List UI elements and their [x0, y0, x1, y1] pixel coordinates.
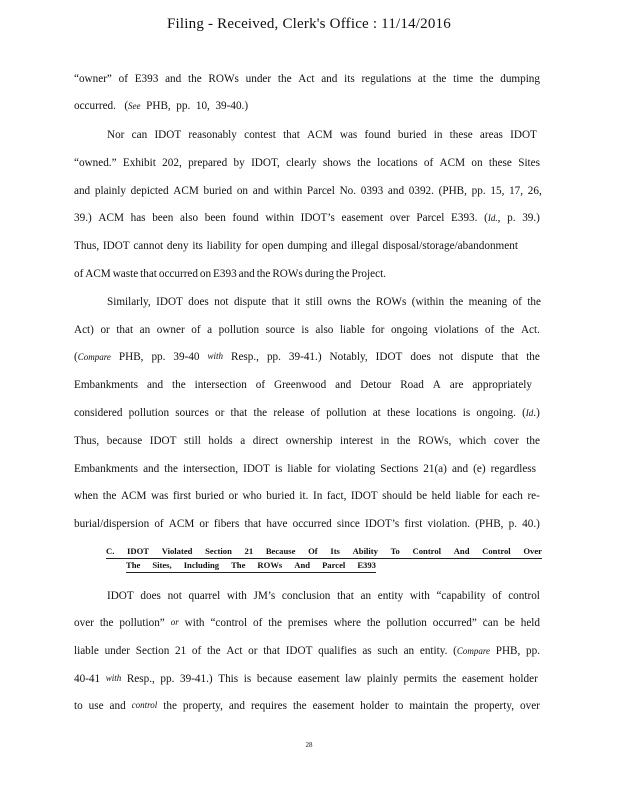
text-line: when the ACM was first buried or who buried it. In fact, IDOT should be held liable for each re- [74, 490, 540, 502]
text-line: liable under Section 21 of the Act or that IDOT qualifies as such an entity. (Compare PHB, pp. [74, 645, 540, 657]
text-line: over the pollution” or with “control of the premises where the pollution occurred” can be held [74, 617, 540, 629]
page-number: 28 [305, 741, 313, 749]
heading-underline [106, 558, 542, 559]
section-heading: C. IDOT Violated Section 21 Because Of Its Ability To Control And Control Over The Sites, Including The ROWs And Parcel E393 [106, 546, 542, 570]
text-line: and plainly depicted ACM buried on and within Parcel No. 0393 and 0392. (PHB, pp. 15, 17, 26, [74, 185, 542, 197]
filing-header: Filing - Received, Clerk's Office : 11/14/2016 [167, 16, 451, 32]
text-line: burial/dispersion of ACM or fibers that have occurred since IDOT’s first violation. (PHB, p. 40.) [74, 518, 540, 530]
section-label: C. [106, 546, 115, 556]
text-line: considered pollution sources or that the release of pollution at these locations is ongoing. (Id.) [74, 407, 540, 419]
text-line: to use and control the property, and requires the easement holder to maintain the property, over [74, 700, 540, 712]
text-line: IDOT does not quarrel with JM’s conclusion that an entity with “capability of control [107, 590, 540, 602]
text-line: of ACM waste that occurred on E393 and the ROWs during the Project. [74, 268, 386, 280]
text-line: Similarly, IDOT does not dispute that it still owns the ROWs (within the meaning of the [107, 296, 541, 308]
text-line: Nor can IDOT reasonably contest that ACM was found buried in these areas IDOT [107, 129, 537, 141]
text-line: “owner” of E393 and the ROWs under the Act and its regulations at the time the dumping [74, 73, 540, 85]
text-line: Thus, IDOT cannot deny its liability for open dumping and illegal disposal/storage/abandonment [74, 240, 518, 252]
text-line: occurred. (See PHB, pp. 10, 39-40.) [74, 100, 249, 112]
text-line: Embankments and the intersection, IDOT is liable for violating Sections 21(a) and (e) regardless [74, 463, 536, 475]
text-line: “owned.” Exhibit 202, prepared by IDOT, clearly shows the locations of ACM on these Sites [74, 157, 540, 169]
text-line: Thus, because IDOT still holds a direct ownership interest in the ROWs, which cover the [74, 435, 540, 447]
text-line: Act) or that an owner of a pollution source is also liable for ongoing violations of the Act. [74, 324, 540, 336]
text-line: 39.) ACM has been also been found within IDOT’s easement over Parcel E393. (Id., p. 39.) [74, 212, 540, 224]
text-line: (Compare PHB, pp. 39-40 with Resp., pp. 39-41.) Notably, IDOT does not dispute that the [74, 351, 540, 363]
text-line: 40-41 with Resp., pp. 39-41.) This is because easement law plainly permits the easement holder [74, 673, 538, 685]
text-line: Embankments and the intersection of Greenwood and Detour Road A are appropriately [74, 379, 532, 391]
heading-underline [126, 572, 376, 573]
